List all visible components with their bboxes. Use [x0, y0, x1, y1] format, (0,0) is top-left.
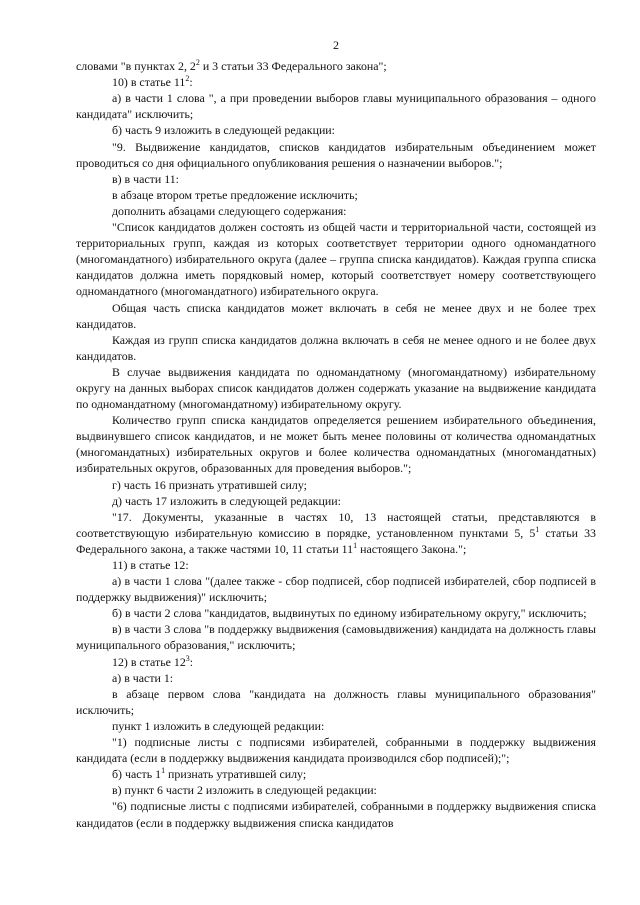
superscript: 3	[185, 653, 190, 663]
text-run: "9. Выдвижение кандидатов, списков кандидатов избирательным объединением может проводиться со дня официального опубликования решения о назначении выборов.";	[76, 139, 596, 170]
text-run: а) в части 1 слова "(далее также - сбор подписей, сбор подписей избирателей, сбор подписей в поддержку выдвижения)" исключить;	[76, 574, 596, 605]
paragraph	[76, 90, 596, 122]
page-number: 2	[333, 38, 339, 52]
superscript: 1	[535, 524, 540, 534]
text-run: а) в части 1 слова ", а при проведении выборов главы муниципального образования – одного кандидата" исключить;	[76, 91, 596, 122]
text-run: Общая часть списка кандидатов может включать в себя не менее двух и не более трех кандидатов.	[76, 300, 596, 331]
paragraph	[76, 171, 596, 187]
paragraph	[76, 766, 596, 782]
paragraph	[76, 621, 596, 653]
paragraph	[76, 122, 596, 138]
text-run: 12) в статье 12	[112, 654, 186, 669]
text-run: "Список кандидатов должен состоять из общей части и территориальной части, состоящей из территориальных групп, каждая из которых соответствует территории одного одномандатного (многомандатного) избирательного округа (далее – группа списка кандидатов). Каждая группа списка кандидатов должна иметь порядковый номер, который соответствует номеру соответствующего одномандатного (многомандатного) избирательного округа.	[76, 220, 596, 299]
text-run: и 3 статьи 33 Федерального закона";	[199, 59, 387, 74]
paragraph	[76, 670, 596, 686]
document-body	[76, 58, 596, 831]
paragraph	[76, 203, 596, 219]
paragraph	[76, 654, 596, 670]
text-run: Каждая из групп списка кандидатов должна включать в себя не менее одного и не более двух кандидатов.	[76, 332, 596, 363]
text-run: "6) подписные листы с подписями избирателей, собранными в поддержку выдвижения списка кандидатов (если в поддержку выдвижения списка кандидатов	[76, 799, 596, 830]
paragraph	[76, 734, 596, 766]
paragraph	[76, 557, 596, 573]
paragraph	[76, 332, 596, 364]
paragraph	[76, 509, 596, 557]
text-run: в абзаце втором третье предложение исключить;	[112, 187, 358, 202]
text-run: "1) подписные листы с подписями избирателей, собранными в поддержку выдвижения кандидата (если в поддержку выдвижения кандидата производился сбор подписей);";	[76, 735, 596, 766]
text-run: д) часть 17 изложить в следующей редакции:	[112, 493, 341, 508]
text-run: в) в части 3 слова "в поддержку выдвижения (самовыдвижения) кандидата на должность главы муниципального образования," исключить;	[76, 622, 596, 653]
text-run: признать утратившей силу;	[165, 767, 307, 782]
paragraph	[76, 782, 596, 798]
text-run: в) в части 11:	[112, 171, 179, 186]
paragraph	[76, 364, 596, 412]
paragraph	[76, 493, 596, 509]
text-run: в абзаце первом слова "кандидата на должность главы муниципального образования" исключить;	[76, 686, 596, 717]
paragraph	[76, 58, 596, 74]
text-run: б) часть 9 изложить в следующей редакции:	[112, 123, 335, 138]
text-run: 10) в статье 11	[112, 75, 186, 90]
text-run: словами "в пунктах 2, 2	[76, 59, 196, 74]
text-run: а) в части 1:	[112, 670, 174, 685]
paragraph	[76, 139, 596, 171]
text-run: :	[189, 75, 193, 90]
text-run: настоящего Закона.";	[357, 541, 467, 556]
superscript: 2	[185, 74, 190, 84]
text-run: пункт 1 изложить в следующей редакции:	[112, 718, 325, 733]
text-run: 11) в статье 12:	[112, 558, 189, 572]
paragraph	[76, 219, 596, 299]
paragraph	[76, 412, 596, 476]
text-run: г) часть 16 признать утратившей силу;	[112, 477, 307, 492]
paragraph	[76, 798, 596, 830]
superscript: 1	[353, 540, 358, 550]
paragraph	[76, 74, 596, 90]
text-run: дополнить абзацами следующего содержания:	[112, 203, 347, 218]
paragraph	[76, 187, 596, 203]
superscript: 1	[161, 766, 166, 776]
text-run: б) часть 1	[112, 767, 162, 782]
text-run: б) в части 2 слова "кандидатов, выдвинутых по единому избирательному округу," исключить;	[112, 606, 587, 621]
text-run: статьи 33 Федерального закона, а также частями 10, 11 статьи 11	[76, 525, 596, 556]
paragraph	[76, 300, 596, 332]
superscript: 2	[195, 58, 200, 68]
text-run: Количество групп списка кандидатов определяется решением избирательного объединения, выдвинувшего список кандидатов, и не может быть менее половины от количества одномандатных (многомандатных) избирательных округов и более количества одномандатных (многомандатных) избирательных округов, образованных для проведения выборов.";	[76, 413, 596, 476]
paragraph	[76, 477, 596, 493]
paragraph	[76, 686, 596, 718]
text-run: В случае выдвижения кандидата по одномандатному (многомандатному) избирательному округу на данных выборах список кандидатов должен содержать указание на выдвижение кандидата по одномандатному (многомандатному) избирательному округу.	[76, 364, 596, 412]
text-run: в) пункт 6 части 2 изложить в следующей редакции:	[112, 783, 377, 798]
paragraph	[76, 573, 596, 605]
text-run: "17. Документы, указанные в частях 10, 13 настоящей статьи, представляются в соответствующую избирательную комиссию в порядке, установленном пунктами 5, 5	[76, 509, 596, 540]
text-run: :	[189, 654, 194, 669]
paragraph	[76, 605, 596, 621]
paragraph	[76, 718, 596, 734]
